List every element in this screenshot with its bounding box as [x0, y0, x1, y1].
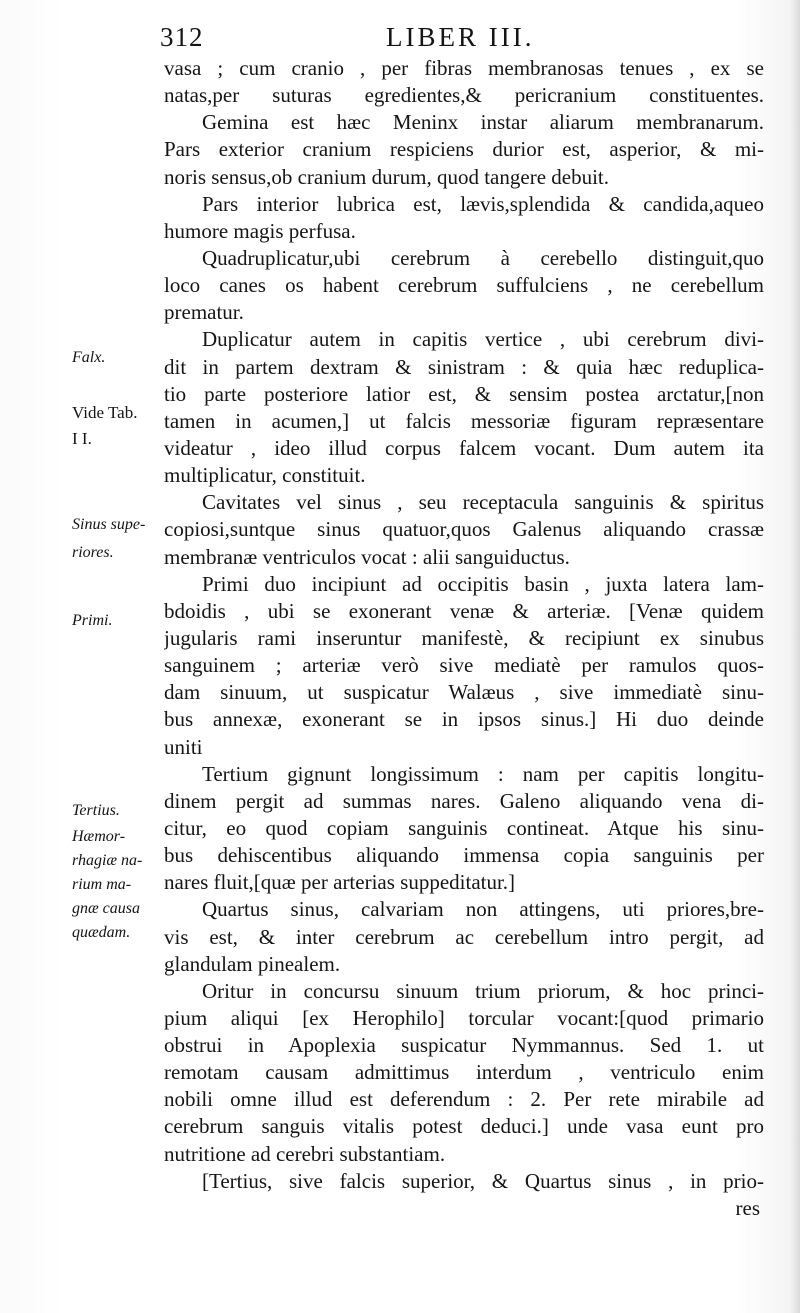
- text-line: noris sensus,ob cranium durum, quod tangere debuit.: [164, 164, 609, 189]
- text-line: copiosi,suntque sinus quatuor,quos Galenus aliquando crassæ: [164, 517, 764, 542]
- margin-note: rium ma-: [72, 876, 132, 893]
- text-line: vasa ; cum cranio , per fibras membranosas tenues , ex se: [164, 56, 764, 80]
- text-line: dam sinuum, ut suspicatur Walæus , sive immediatè sinu-: [164, 680, 764, 705]
- text-line: dinem pergit ad summas nares. Galeno aliquando vena di-: [164, 788, 764, 813]
- margin-note: Hæmor-: [72, 828, 126, 845]
- text-line: cerebrum sanguis vitalis potest deduci.] unde vasa eunt pro: [164, 1114, 764, 1139]
- text-line: tio parte posteriore latior est, & sensim postea arctatur,[non: [164, 381, 764, 406]
- text-line: remotam causam admittimus interdum , ventriculo enim: [164, 1060, 764, 1085]
- page-header: [160, 22, 760, 56]
- text-line: nutritione ad cerebri substantiam.: [164, 1141, 446, 1166]
- text-line: Oritur in concursu sinuum trium priorum, & hoc princi-: [202, 978, 764, 1003]
- text-line: Tertium gignunt longissimum : nam per capitis longitu-: [202, 761, 764, 786]
- catchword: res: [735, 1195, 760, 1220]
- text-line: membranæ ventriculos vocat : alii sanguiductus.: [164, 544, 570, 569]
- text-line: sanguinem ; arteriæ verò sive mediatè per ramulos quos-: [164, 653, 764, 678]
- text-line: uniti: [164, 734, 203, 759]
- margin-note: quædam.: [72, 924, 131, 941]
- text-line: Duplicatur autem in capitis vertice , ubi cerebrum divi-: [202, 327, 764, 352]
- margin-note: Vide Tab.: [72, 403, 138, 422]
- text-line: vis est, & inter cerebrum ac cerebellum intro pergit, ad: [164, 924, 764, 949]
- text-line: tamen in acumen,] ut falcis messoriæ figuram repræsentare: [164, 408, 764, 433]
- text-line: prematur.: [164, 300, 244, 325]
- running-head: LIBER III.: [386, 22, 535, 52]
- margin-note: rhagiæ na-: [72, 852, 143, 869]
- text-line: humore magis perfusa.: [164, 218, 356, 243]
- text-line: loco canes os habent cerebrum suffulciens , ne cerebellum: [164, 273, 764, 298]
- text-line: bdoidis , ubi se exonerant venæ & arteriæ. [Venæ quidem: [164, 598, 764, 623]
- page-number: 312: [160, 22, 204, 52]
- text-line: glandulam pinealem.: [164, 951, 341, 976]
- text-line: citur, eo quod copiam sanguinis contineat. Atque his sinu-: [164, 815, 764, 840]
- text-line: videatur , ideo illud corpus falcem vocant. Dum autem ita: [164, 435, 764, 460]
- margin-note: riores.: [72, 544, 114, 561]
- text-line: bus dehiscentibus aliquando immensa copia sanguinis per: [164, 843, 764, 868]
- text-line: jugularis rami inseruntur manifestè, & recipiunt ex sinubus: [164, 625, 764, 650]
- text-line: Pars interior lubrica est, lævis,splendida & candida,aqueo: [202, 191, 764, 216]
- text-line: dit in partem dextram & sinistram : & quia hæc reduplica-: [164, 354, 764, 379]
- margin-note: Tertius.: [72, 802, 120, 819]
- margin-note: Primi.: [72, 612, 113, 629]
- text-line: Quartus sinus, calvariam non attingens, uti priores,bre-: [202, 897, 764, 922]
- text-line: nobili omne illud est deferendum : 2. Per rete mirabile ad: [164, 1087, 764, 1112]
- margin-note: gnæ causa: [72, 900, 140, 917]
- text-line: Gemina est hæc Meninx instar aliarum membranarum.: [202, 110, 764, 135]
- margin-note: Falx.: [72, 349, 106, 366]
- text-line: nares fluit,[quæ per arterias suppeditatur.]: [164, 870, 516, 895]
- text-line: bus annexæ, exonerant se in ipsos sinus.] Hi duo deinde: [164, 707, 764, 732]
- text-line: Cavitates vel sinus , seu receptacula sanguinis & spiritus: [202, 490, 764, 515]
- text-line: natas,per suturas egredientes,& pericranium constituentes.: [164, 83, 764, 108]
- text-line: obstrui in Apoplexia suspicatur Nymmannus. Sed 1. ut: [164, 1033, 764, 1058]
- text-line: [Tertius, sive falcis superior, & Quartus sinus , in prio-: [202, 1168, 764, 1193]
- body-text: [164, 55, 764, 1222]
- text-line: Pars exterior cranium respiciens durior est, asperior, & mi-: [164, 137, 764, 162]
- margin-note: I I.: [72, 429, 92, 448]
- text-line: pium aliqui [ex Herophilo] torcular vocant:[quod primario: [164, 1005, 764, 1030]
- page-gutter-shadow: [790, 0, 800, 1313]
- text-line: Primi duo incipiunt ad occipitis basin , juxta latera lam-: [202, 571, 764, 596]
- text-line: Quadruplicatur,ubi cerebrum à cerebello distinguit,quo: [202, 245, 764, 270]
- text-line: multiplicatur, constituit.: [164, 463, 366, 488]
- margin-note: Sinus supe-: [72, 516, 146, 533]
